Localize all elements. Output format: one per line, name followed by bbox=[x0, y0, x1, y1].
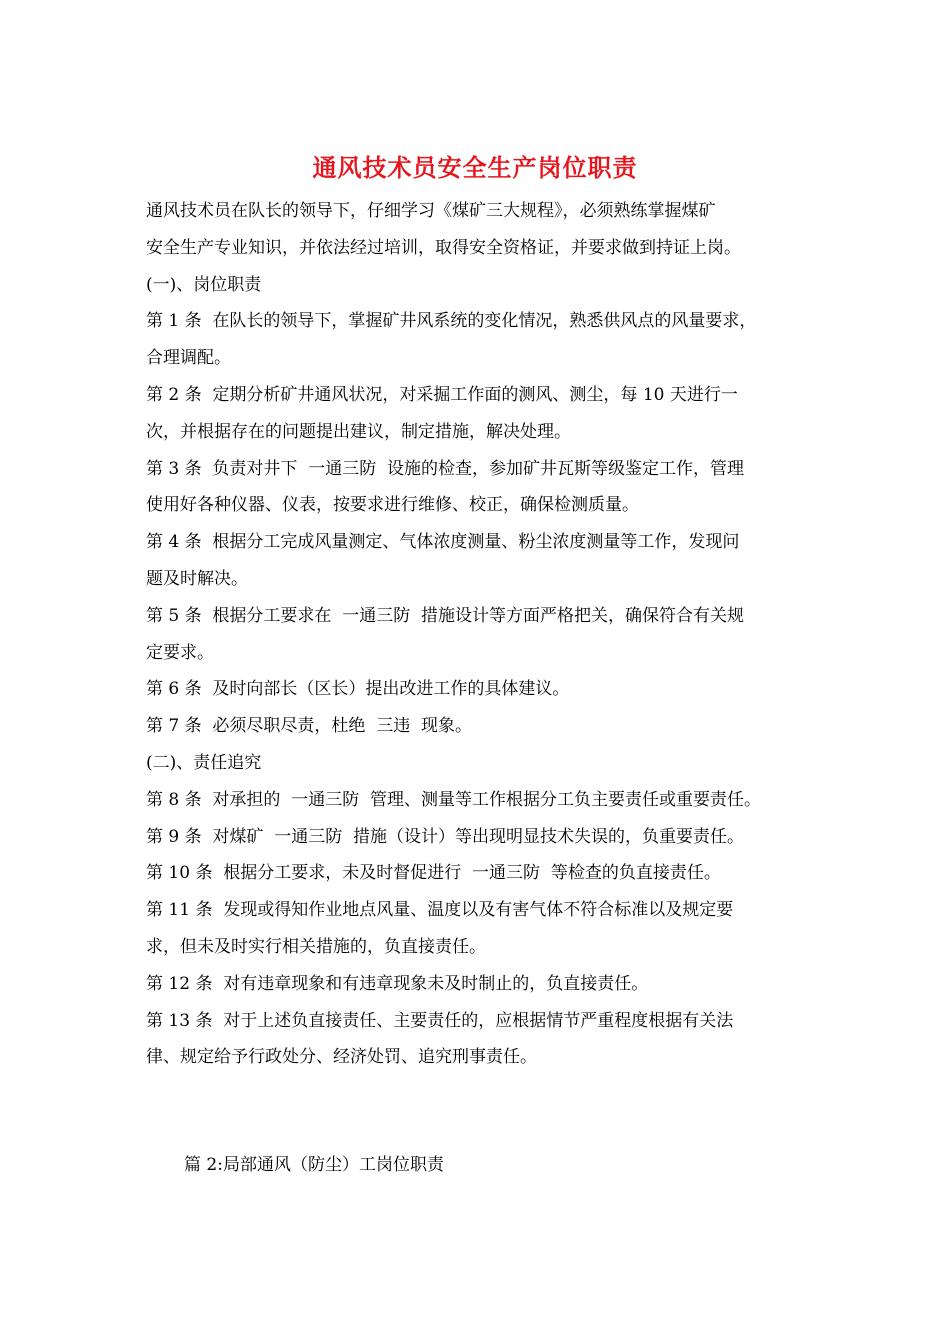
body-line: 第 12 条 对有违章现象和有违章现象未及时制止的，负直接责任。 bbox=[146, 973, 649, 994]
body-line: 安全生产专业知识，并依法经过培训，取得安全资格证，并要求做到持证上岗。 bbox=[146, 237, 741, 258]
body-line: 定要求。 bbox=[146, 642, 214, 663]
body-line: 第 7 条 必须尽职尽责，杜绝 三违 现象。 bbox=[146, 716, 473, 737]
body-line: (一)、岗位职责 bbox=[146, 274, 262, 295]
body-line: 第 4 条 根据分工完成风量测定、气体浓度测量、粉尘浓度测量等工作，发现问 bbox=[146, 532, 740, 553]
body-line: 第 13 条 对于上述负直接责任、主要责任的，应根据情节严重程度根据有关法 bbox=[146, 1010, 734, 1031]
part2-heading: 篇 2:局部通风（防尘）工岗位职责 bbox=[184, 1155, 444, 1175]
document-title: 通风技术员安全生产岗位职责 bbox=[312, 153, 638, 182]
body-line: 第 3 条 负责对井下 一通三防 设施的检查，参加矿井瓦斯等级鉴定工作，管理 bbox=[146, 458, 745, 479]
body-line: 通风技术员在队长的领导下，仔细学习《煤矿三大规程》，必须熟练掌握煤矿 bbox=[146, 201, 716, 221]
body-line: 求，但未及时实行相关措施的，负直接责任。 bbox=[146, 936, 486, 957]
body-line: 次，并根据存在的问题提出建议，制定措施，解决处理。 bbox=[146, 421, 571, 442]
document-body bbox=[146, 193, 826, 1076]
body-line: 第 8 条 对承担的 一通三防 管理、测量等工作根据分工负主要责任或重要责任。 bbox=[146, 789, 762, 810]
body-line: 第 5 条 根据分工要求在 一通三防 措施设计等方面严格把关，确保符合有关规 bbox=[146, 605, 745, 626]
body-line: (二)、责任追究 bbox=[146, 752, 262, 773]
body-line: 第 10 条 根据分工要求，未及时督促进行 一通三防 等检查的负直接责任。 bbox=[146, 863, 721, 884]
body-line: 合理调配。 bbox=[146, 348, 231, 369]
body-line: 第 9 条 对煤矿 一通三防 措施（设计）等出现明显技术失误的，负重要责任。 bbox=[146, 826, 745, 847]
body-line: 律、规定给予行政处分、经济处罚、追究刑事责任。 bbox=[146, 1047, 537, 1068]
body-line: 第 1 条 在队长的领导下，掌握矿井风系统的变化情况，熟悉供风点的风量要求， bbox=[146, 311, 757, 332]
body-line: 题及时解决。 bbox=[146, 568, 248, 589]
body-line: 第 2 条 定期分析矿井通风状况，对采掘工作面的测风、测尘，每 10 天进行一 bbox=[146, 384, 738, 405]
body-line: 第 11 条 发现或得知作业地点风量、温度以及有害气体不符合标准以及规定要 bbox=[146, 900, 734, 921]
body-line: 使用好各种仪器、仪表，按要求进行维修、校正，确保检测质量。 bbox=[146, 495, 639, 516]
body-line: 第 6 条 及时向部长（区长）提出改进工作的具体建议。 bbox=[146, 679, 570, 700]
